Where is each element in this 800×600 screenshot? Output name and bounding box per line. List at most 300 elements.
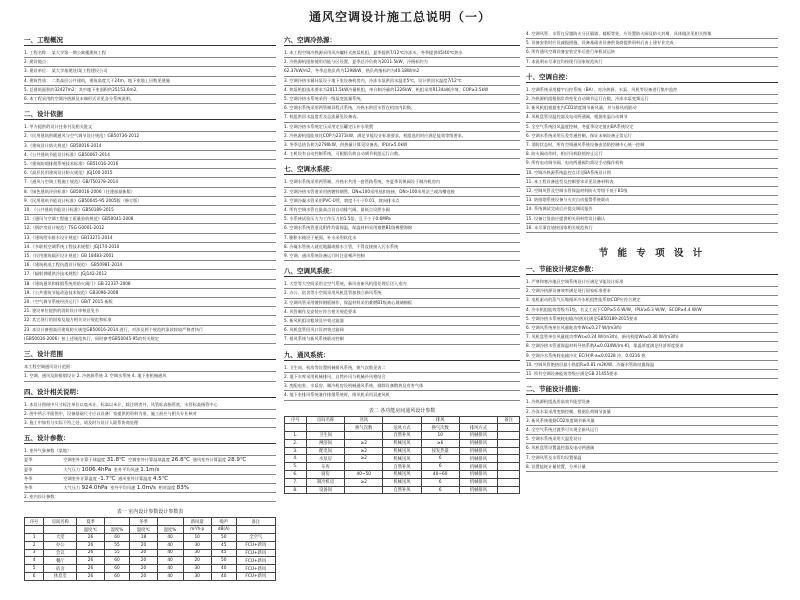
table-cell: 2: [25, 541, 44, 549]
table-row: [285, 424, 520, 432]
table-cell: 夏季: [77, 518, 104, 526]
text-line: 8. 设置能耗计量装置，分项计量: [526, 463, 778, 472]
table-cell: 设备间: [306, 486, 344, 494]
top-list: [526, 30, 778, 67]
table-cell: 房间名称: [44, 518, 77, 526]
table-cell: dB(A): [211, 526, 236, 534]
table-cell: 5: [25, 565, 44, 573]
table-cell: ≥2: [345, 439, 383, 447]
text-line: 7. 消防状态时，所有空调通风系统设备由消防控制中心统一控制: [526, 141, 778, 150]
text-line: 8. 空调冷热水管道保温材料导热系数λ≤0.034W/(m·K)，保温厚度满足经济厚度要求: [526, 342, 778, 351]
text-line: 1. 工程名称： 某大学第一期公寓楼建筑工程: [24, 49, 276, 58]
text-line: 5. 空调冷热水系统采用一级泵变流量系统。: [284, 95, 520, 104]
table-cell: 30: [183, 565, 211, 573]
table-cell: 机械排风: [459, 455, 497, 463]
winter-params-2: 冬季 大气压力 924.0hPa 室外平均风速 1.0m/s 相对湿度 83%: [24, 484, 276, 493]
table-row: [25, 557, 276, 565]
table-cell: 送风方式: [383, 424, 421, 432]
text-line: 5. 设备安装时应设减振措施，设备基础由设备供货商提供资料后由土建专业完成: [526, 39, 778, 48]
section-heading: 九、通风系统：: [284, 350, 520, 361]
table-cell: 办公: [44, 541, 77, 549]
table-cell: 60: [104, 533, 130, 541]
table-row: [285, 447, 520, 455]
text-line: 2. 冷热源机组按使用功能分区设置，夏季总冷负荷为2011.5kW，冷指标约为: [284, 58, 520, 67]
text-line: 1. 甲方提供的设计任务书及相关批文: [24, 123, 276, 132]
table-cell: 40: [157, 541, 183, 549]
text-line: 1. 空调冷热水系统定压采用定压罐定压补水装置: [284, 123, 520, 132]
table-cell: 换气次数: [421, 424, 459, 432]
table-row: [285, 432, 520, 440]
table-cell: 20: [130, 565, 157, 573]
text-line: 6.《高层民用建筑设计防火规范》JGJ100-2015: [24, 169, 276, 178]
table-cell: 机械送风: [383, 439, 421, 447]
table-cell: 排风: [421, 416, 459, 424]
text-line: 18.《建筑通风和排烟系统用防火阀门》GB 22337-2008: [24, 280, 276, 289]
text-line: 7. 风机盘管单位风量耗功率Ws≤0.24 W/(m3/h)，新风机组Ws≤0.30 W/(m3/h): [526, 333, 778, 342]
text-line: 3. 建设单位： 某大学基建处/某工程建设公司: [24, 67, 276, 76]
table-row: [25, 533, 276, 541]
table-cell: 机械排风: [459, 486, 497, 494]
table-cell: 温度℃: [77, 526, 104, 534]
text-line: 1. 本设计图纸中尺寸标注单位以毫米计，标高以米计，除注明者外，风管标高指管底，水管标高指管中心: [24, 401, 276, 410]
text-line: 19.《公共建筑节能改造技术规范》GB3096-2008: [24, 289, 276, 298]
text-line: 本工程空调通风设计范围：: [24, 363, 276, 372]
text-line: 8. 防火阀动作时，相应风机联锁停止运行: [526, 150, 778, 159]
table-row: [285, 486, 520, 494]
table-cell: [345, 432, 383, 440]
table-cell: 20: [130, 557, 157, 565]
text-line: 4.《公共建筑节能设计标准》GB50067-2014: [24, 151, 276, 160]
text-line: 15.《民用建筑隔声设计规范》GB 18483-2001: [24, 252, 276, 261]
section-heading: 十、空调自控：: [526, 72, 778, 83]
text-line: 9. 空调、通风系统设备运行时注意噪声控制: [284, 252, 520, 261]
text-line: 17.《辐射供暖供冷技术规程》JGJ142-2012: [24, 270, 276, 279]
table-cell: 60: [104, 565, 130, 573]
text-line: 2. 地下车库采用机械排风，自然补风与机械补风相结合: [284, 373, 520, 382]
table-cell: 40: [157, 565, 183, 573]
summer-params-2: 夏季 大气压力 1006.4hPa 室外平均风速 1.1m/s: [24, 466, 276, 475]
table-cell: 机械排风: [459, 439, 497, 447]
table-cell: [345, 486, 383, 494]
table-cell: [498, 471, 520, 479]
table-cell: 8.: [285, 486, 307, 494]
table-row: [25, 526, 276, 534]
table-cell: 全空气: [236, 533, 275, 541]
indoor-params-table: [24, 517, 276, 580]
table-cell: 40: [157, 572, 183, 580]
table-cell: FCU+新风: [236, 565, 275, 573]
text-line: 9.《民用建筑节能设计标准》GB50045-95 2005版（修订版）: [24, 197, 276, 206]
table-cell: ≥2: [345, 478, 383, 486]
water-list: [284, 178, 520, 261]
table-cell: [345, 463, 383, 471]
text-line: 1. 本工程空调冷热源采用风冷螺杆式热泵机组，夏季提供7/12℃冷冻水，冬季提供45/40℃热水: [284, 49, 520, 58]
table-cell: 备注: [498, 416, 520, 424]
text-line: 2. 图中所示平面图中，设备基础尺寸应以设备厂家提供的资料为准，施工前应与相关专业核对: [24, 410, 276, 419]
text-line: 5.《建筑防烟排烟系统技术标准》GB51016-2016: [24, 160, 276, 169]
text-line: 20.《空气调节系统经济运行》GB/T 2015 新版: [24, 298, 276, 307]
ventilation-table: [284, 416, 520, 495]
table-cell: 60: [104, 557, 130, 565]
table-cell: FCU+新风: [236, 541, 275, 549]
text-line: 1. 大堂等大空间采用全空气系统，新风由新风机组处理后送入室内: [284, 280, 520, 289]
section-heading: 一、工程概况: [24, 35, 276, 46]
table-cell: 车库: [306, 463, 344, 471]
table-cell: 20: [130, 541, 157, 549]
table-cell: [498, 463, 520, 471]
table-row: [25, 565, 276, 573]
text-line: 10. 《公共建筑节能设计标准》GB50189-2015: [24, 206, 276, 215]
section-heading: 八、空调风系统：: [284, 266, 520, 277]
table-cell: 40: [157, 533, 183, 541]
table-cell: 湿度%: [157, 526, 183, 534]
table-cell: 排风方式: [459, 424, 497, 432]
table-row: [25, 518, 276, 526]
table-cell: 26: [77, 572, 104, 580]
text-line: 1. 冷热源机组选用高效节能型设备: [526, 398, 778, 407]
table-cell: 5.: [285, 463, 307, 471]
text-line: 6. 本工程采用的空调冷热源及末端形式详见各分系统说明。: [24, 95, 276, 104]
section-heading: 四、设计相关说明：: [24, 387, 276, 398]
winter-params: 冬季 空调室外计算温度 -1.7℃ 通风室外计算温度 4.5℃: [24, 475, 276, 484]
table-cell: 50: [211, 557, 236, 565]
text-line: 5. 空调水系统采用大温差设计: [526, 435, 778, 444]
table-cell: 自然补风: [383, 432, 421, 440]
source-list: [284, 49, 520, 123]
text-line: 2. 冷热源机组根据负荷变化自动调节运行台数，冷冻水泵变频运行: [526, 95, 778, 104]
table-cell: [498, 424, 520, 432]
text-line: 3. 空调风管采用镀锌钢板制作，保温材料采用难燃B1级离心玻璃棉板: [284, 299, 520, 308]
table-cell: 6: [421, 463, 459, 471]
table-cell: 30: [183, 541, 211, 549]
table-cell: 机械送风: [383, 447, 421, 455]
table-cell: [498, 432, 520, 440]
text-line: 5. 总建筑面积约32427m2；其中地下室面积约25153.6m2。: [24, 86, 276, 95]
table-cell: 6: [421, 478, 459, 486]
text-line: 4. 风机盘管设温控器及电动两通阀，根据室温自动调节: [526, 113, 778, 122]
table-cell: 机械送风: [383, 471, 421, 479]
air-list: [284, 280, 520, 344]
text-line: 1. 空调系统采用楼宇自控系统（BA），对冷热源、水泵、风机等设备进行集中监控: [526, 86, 778, 95]
table-row: [285, 463, 520, 471]
energy-title: 节 能 专 项 设 计: [598, 248, 706, 260]
source-list-2: [284, 123, 520, 160]
table-cell: 备注: [236, 518, 275, 526]
text-line: 11. 所有空调设备能效等级应满足GB 21455要求: [526, 370, 778, 379]
table-cell: 20: [183, 557, 211, 565]
column-3: [526, 30, 778, 472]
notes-list: [24, 401, 276, 429]
text-line: 3. 施工中如有与实际不符之处，请及时与设计人联系协商处理: [24, 419, 276, 428]
text-line: 16. 未尽事宜请按国家相关规范执行: [526, 224, 778, 233]
table-cell: 4.: [285, 455, 307, 463]
table-cell: 自然补风: [383, 486, 421, 494]
text-line: 6. 风机盘管设置温控器及电动两通阀: [526, 444, 778, 453]
vent-list: [284, 364, 520, 401]
table-row: [285, 416, 520, 424]
text-line: 23. 本设计参照高层建筑防火规范GB50016-2014 进行，对涉及两个规范的条款按较严格者执行: [24, 326, 276, 335]
text-line: 21. 建设单位提供的消防设计审核意见书: [24, 307, 276, 316]
text-line: 10. 空调风管绝热层最小热阻R≥0.81 m2K/W，冷凝水管防结露保温: [526, 361, 778, 370]
text-line: 11.《通风与空调工程施工质量验收规范》GB50041-2008: [24, 215, 276, 224]
table-cell: [383, 416, 421, 424]
table-row: [285, 478, 520, 486]
table-cell: 温度℃: [130, 526, 157, 534]
table-cell: 6: [421, 455, 459, 463]
text-line: 4. 主机设有自动控制系统，可根据负荷自动调节机组运行台数。: [284, 150, 520, 159]
text-line: 3. 电机驱动的蒸气压缩循环冷水机组性能系数COP应符合规定: [526, 296, 778, 305]
text-line: 6. 风机盘管回风口设初效过滤网: [284, 326, 520, 335]
text-line: 3. 新风机组根据室内CO2浓度调节新风量，并与排风机联动: [526, 104, 778, 113]
table-cell: 厨房: [306, 471, 344, 479]
text-line: 14.《多联机空调系统工程技术规程》JGJ174-2010: [24, 243, 276, 252]
table-cell: 30: [183, 549, 211, 557]
table-cell: [498, 455, 520, 463]
table-cell: 会议: [44, 549, 77, 557]
text-line: 2. 室内设计参数：: [24, 493, 276, 502]
table-title: 表二 各功能房间通风设计参数: [368, 407, 436, 414]
table-row: [285, 455, 520, 463]
text-line: 4. 空调风管、水管在穿越防火分区隔墙、楼板等处，应设置防火阀及防火封堵，具体做法见相关图集: [526, 30, 778, 39]
text-line: 62.37kW/m2，冬季总热负荷为1298kW，热负荷指标约为40.18W/m2: [284, 67, 520, 76]
text-line: 2. 建设地点：: [24, 58, 276, 67]
table-cell: 餐厅: [44, 557, 77, 565]
table-cell: 送风: [345, 416, 383, 424]
text-line: 12. 空调风管及空调水管保温材料防火等级不低于B1级: [526, 187, 778, 196]
table-cell: 序号: [285, 416, 307, 424]
text-line: 7.《通风与空调工程施工规范》GB/T50378-2014: [24, 178, 276, 187]
text-line: 6. 空调水系统采用压差旁通控制，保证末端设备正常运行: [526, 132, 778, 141]
text-line: 7. 膨胀水箱设于屋面，补水采用软化水: [284, 234, 520, 243]
table-row: [25, 541, 276, 549]
page-title: 通风空调设计施工总说明（一）: [308, 10, 491, 24]
table-cell: [157, 518, 183, 526]
text-line: 1. 空调、通风及防排烟设计 2. 冷热源系统 3. 空调水系统 4. 地下室机械通风: [24, 372, 276, 381]
text-line: 13.《建筑给水排水设计规范》GB13271-2014: [24, 234, 276, 243]
table-cell: 新风量: [183, 518, 211, 526]
table-cell: 6: [25, 572, 44, 580]
text-line: 11. 本工程设备选型及控制要求详见设备材料表: [526, 178, 778, 187]
column-1: [24, 30, 276, 581]
text-line: 3.《建筑设计防火规范》GB50016-2014: [24, 142, 276, 151]
table-cell: 按发热量: [421, 447, 459, 455]
text-line: 8. 冷凝水管接入就近地漏或排水立管，不得直接接入污水系统: [284, 243, 520, 252]
table-cell: FCU+新风: [236, 572, 275, 580]
text-line: 4. 建筑性质： 二类高层公共建筑，建筑高度大于24m，地下室地上层数见建施: [24, 77, 276, 86]
table-cell: 配电间: [306, 447, 344, 455]
table-cell: FCU+新风: [236, 549, 275, 557]
table-cell: 2.: [285, 439, 307, 447]
section-heading: 二、设计依据: [24, 109, 276, 120]
table-cell: 18: [130, 533, 157, 541]
summer-params: 夏季 空调室外计算干球温度 31.8℃ 空调室外计算湿球温度 26.8℃ 通风室外计算温度 28.9℃: [24, 456, 276, 465]
table-cell: 26: [77, 557, 104, 565]
table-cell: 水泵房: [306, 455, 344, 463]
table-cell: 26: [77, 549, 104, 557]
table-cell: [498, 486, 520, 494]
table-cell: 60: [104, 572, 130, 580]
table-cell: 6.: [285, 471, 307, 479]
table-cell: ≥2: [345, 455, 383, 463]
section-heading: 五、设计参数：: [24, 433, 276, 444]
text-line: 4. 全空气系统过渡季可实现全新风运行: [526, 426, 778, 435]
text-line: 9. 空调冷水系统耗电输冷比 EC(H)R-a≤0.0228 冷，0.0216 热: [526, 352, 778, 361]
table-cell: 4: [25, 557, 44, 565]
table-cell: 40: [157, 557, 183, 565]
text-line: 3. 新风系统根据CO2浓度调节新风量: [526, 417, 778, 426]
text-line: 22. 其它现行的国家及地方相关设计规范和标准: [24, 316, 276, 325]
control-list: [526, 86, 778, 233]
table-cell: 26: [77, 565, 104, 573]
text-line: (GB50016-2006）按上述规范执行，同时参考GB50045-95的有关规定: [24, 335, 276, 344]
table-cell: 40: [157, 549, 183, 557]
section-heading: 二、节能设计措施：: [526, 384, 778, 395]
column-2: [284, 30, 520, 494]
text-line: 1. 卫生间、机房等设置机械排风系统，换气次数见表二: [284, 364, 520, 373]
table-cell: 淋浴间: [306, 439, 344, 447]
table-cell: 自然补风: [383, 463, 421, 471]
table-cell: 休息室: [44, 572, 77, 580]
text-line: 1. 严寒和寒冷地区空调系统设计应满足节能设计标准: [526, 278, 778, 287]
text-line: 7. 本说明未尽事宜均按现行国家规范执行: [526, 58, 778, 67]
table-cell: [44, 526, 77, 534]
text-line: 6. 所有通风空调设备安装完毕后进行单机试运转: [526, 48, 778, 57]
table-row: [25, 549, 276, 557]
table-cell: 大堂: [44, 533, 77, 541]
text-line: 6. 空调水系统管道及附件均需保温，保温材料采用难燃B1级橡塑海绵: [284, 224, 520, 233]
overview-list: [24, 49, 276, 104]
text-line: 8.《绿色建筑评价标准》GB50016-2006（住建部最新版）: [24, 188, 276, 197]
text-line: 2.《民用建筑供暖通风与空气调节设计规范》GB50736-2012: [24, 132, 276, 141]
text-line: 4. 风管制作及安装应符合相关规范要求: [284, 308, 520, 317]
text-line: 3. 空调冷热水循环泵设于地下室设备机房内，冷冻水泵供回水温差5℃，设计供回水温度7/12℃: [284, 77, 520, 86]
table-cell: 45: [211, 541, 236, 549]
text-line: 14. 系统调试完成后应提交调试报告: [526, 205, 778, 214]
table-cell: 10: [183, 533, 211, 541]
text-line: 3. 变配电室、水泵房、制冷机房设机械通风系统，排除设备散热及有害气体: [284, 382, 520, 391]
text-line: 13. 防排烟系统设备与火灾自动报警系统联动: [526, 196, 778, 205]
table-cell: 1: [25, 533, 44, 541]
text-line: 1. 空调水系统采用两管制，冷热水共用一套管路系统，冬夏季切换阀设于制冷机房内: [284, 178, 520, 187]
scope-list: [24, 363, 276, 381]
section-heading: 一、节能设计规定参数：: [526, 264, 778, 275]
text-line: 6. 空调风系统单位风量耗功率Ws≤0.27 W/(m3/h): [526, 324, 778, 333]
table-cell: 26: [77, 533, 104, 541]
table-cell: 40: [211, 572, 236, 580]
table-cell: FCU+新风: [236, 557, 275, 565]
table-cell: 40~60: [421, 471, 459, 479]
text-line: 5. 全空气系统回风温度控制，冬夏季设定值由BA系统设定: [526, 123, 778, 132]
season-label: 夏季: [24, 457, 33, 463]
text-line: 15. 设备订货前应提供相关资料给设计确认: [526, 215, 778, 224]
table-cell: 3: [25, 549, 44, 557]
table-cell: [459, 416, 497, 424]
text-line: 4. 所有空调水管在最高点设自动排气阀，最低点设泄水阀: [284, 206, 520, 215]
text-line: 2. 空调冷热水管道采用热镀锌钢管，DN≤100采用丝扣连接，DN>100采用法兰或沟槽连接: [284, 188, 520, 197]
table-cell: 机械排风: [459, 478, 497, 486]
table-cell: [236, 526, 275, 534]
table-cell: 卫生间: [306, 432, 344, 440]
table-cell: 噪声: [211, 518, 236, 526]
table-title: 表一 室内设计参数设计参数表: [116, 509, 184, 516]
text-line: 16.《建筑机电工程抗震设计规范》 GB50981-2014: [24, 261, 276, 270]
table-row: [285, 439, 520, 447]
text-line: 2. 冷冻水泵采用变频控制，根据负荷调节流量: [526, 408, 778, 417]
table-cell: 冬季: [130, 518, 157, 526]
table-cell: 20: [130, 549, 157, 557]
table-cell: [498, 439, 520, 447]
table-cell: 40: [211, 565, 236, 573]
table-cell: [306, 424, 344, 432]
text-line: 9. 所有电动调节阀、电动两通阀均需设手动操作机构: [526, 159, 778, 168]
table-row: [285, 471, 520, 479]
text-line: 10. 空调冷热源系统监控点详见BA系统设计图: [526, 169, 778, 178]
table-cell: 7.: [285, 478, 307, 486]
table-cell: 45: [211, 549, 236, 557]
table-cell: 房间名称: [306, 416, 344, 424]
table-cell: 序号: [25, 518, 44, 526]
energy-list: [526, 278, 778, 379]
text-line: 5. 新风机组设粗效及中效过滤器: [284, 317, 520, 326]
table-cell: [498, 447, 520, 455]
table-cell: 制冷机房: [306, 478, 344, 486]
table-cell: 机械排风: [459, 432, 497, 440]
text-line: 12.《锅炉房设计规范》TSG G0001-2012: [24, 224, 276, 233]
text-line: 4. 地下室排风系统兼作排烟系统时，排风机采用双速风机: [284, 391, 520, 400]
text-line: 5. 水系统试验压力为工作压力的1.5倍，且不小于0.6MPa: [284, 215, 520, 224]
table-cell: 30: [183, 572, 211, 580]
table-cell: 1.: [285, 432, 307, 440]
table-row: [25, 572, 276, 580]
text-line: 5. 空调冷热水系统耗电输冷(热)比满足GB50189-2015要求: [526, 315, 778, 324]
table-cell: 湿度%: [104, 526, 130, 534]
section-heading: 七、空调水系统：: [284, 164, 520, 175]
table-cell: 40~50: [345, 471, 383, 479]
text-line: 7. 排风系统与新风系统联动控制: [284, 335, 520, 344]
text-line: 2. 冷热源机组能效比COP为2371kW，满足节能设计标准要求，机组选用时应满足能效等级要求。: [284, 132, 520, 141]
table-cell: 机械排风: [459, 471, 497, 479]
table-cell: 50: [211, 533, 236, 541]
measures-list: [526, 398, 778, 472]
table-cell: 10: [421, 432, 459, 440]
text-line: 3. 冬季总热负荷为2790kW，供热量计算见设备表，IPLV≥5.0kW: [284, 141, 520, 150]
table-cell: 20: [130, 572, 157, 580]
table-cell: [25, 526, 44, 534]
table-cell: [285, 424, 307, 432]
table-cell: ≥6: [421, 439, 459, 447]
table-cell: 6: [421, 486, 459, 494]
text-line: 7. 空调风管及水管均设置保温: [526, 454, 778, 463]
table-cell: 26: [77, 541, 104, 549]
table-cell: 机械排风: [459, 463, 497, 471]
text-line: 4. 热泵机组技术要求为2011.5kW冷量机组，单台制冷量约1226kW，机组采用R134a制冷剂，COP≥3.5kW: [284, 86, 520, 95]
table-cell: 宿舍: [44, 565, 77, 573]
text-line: 1. 室外气象参数（某地）：: [24, 447, 276, 456]
table-cell: 机械排风: [459, 447, 497, 455]
table-cell: [498, 478, 520, 486]
table-cell: [104, 518, 130, 526]
table-cell: 换气次数: [345, 424, 383, 432]
text-line: 4. 冷水机组能效等级为1级，名义工况下COP≥5.6 W/W，IPLV≥6.3 W/W，SCOP≥4.4 W/W: [526, 306, 778, 315]
table-cell: 55: [104, 549, 130, 557]
table-cell: ≥2: [345, 447, 383, 455]
table-cell: 机械送风: [383, 478, 421, 486]
text-line: 7. 机组供回水温度差及总流量见设备表。: [284, 113, 520, 122]
table-cell: m³/h·p: [183, 526, 211, 534]
text-line: 3. 空调冷凝水管采用PVC-U管，坡度不小于0.01，坡向排水点: [284, 197, 520, 206]
section-heading: 六、空调冷热源：: [284, 35, 520, 46]
table-cell: 55: [104, 541, 130, 549]
